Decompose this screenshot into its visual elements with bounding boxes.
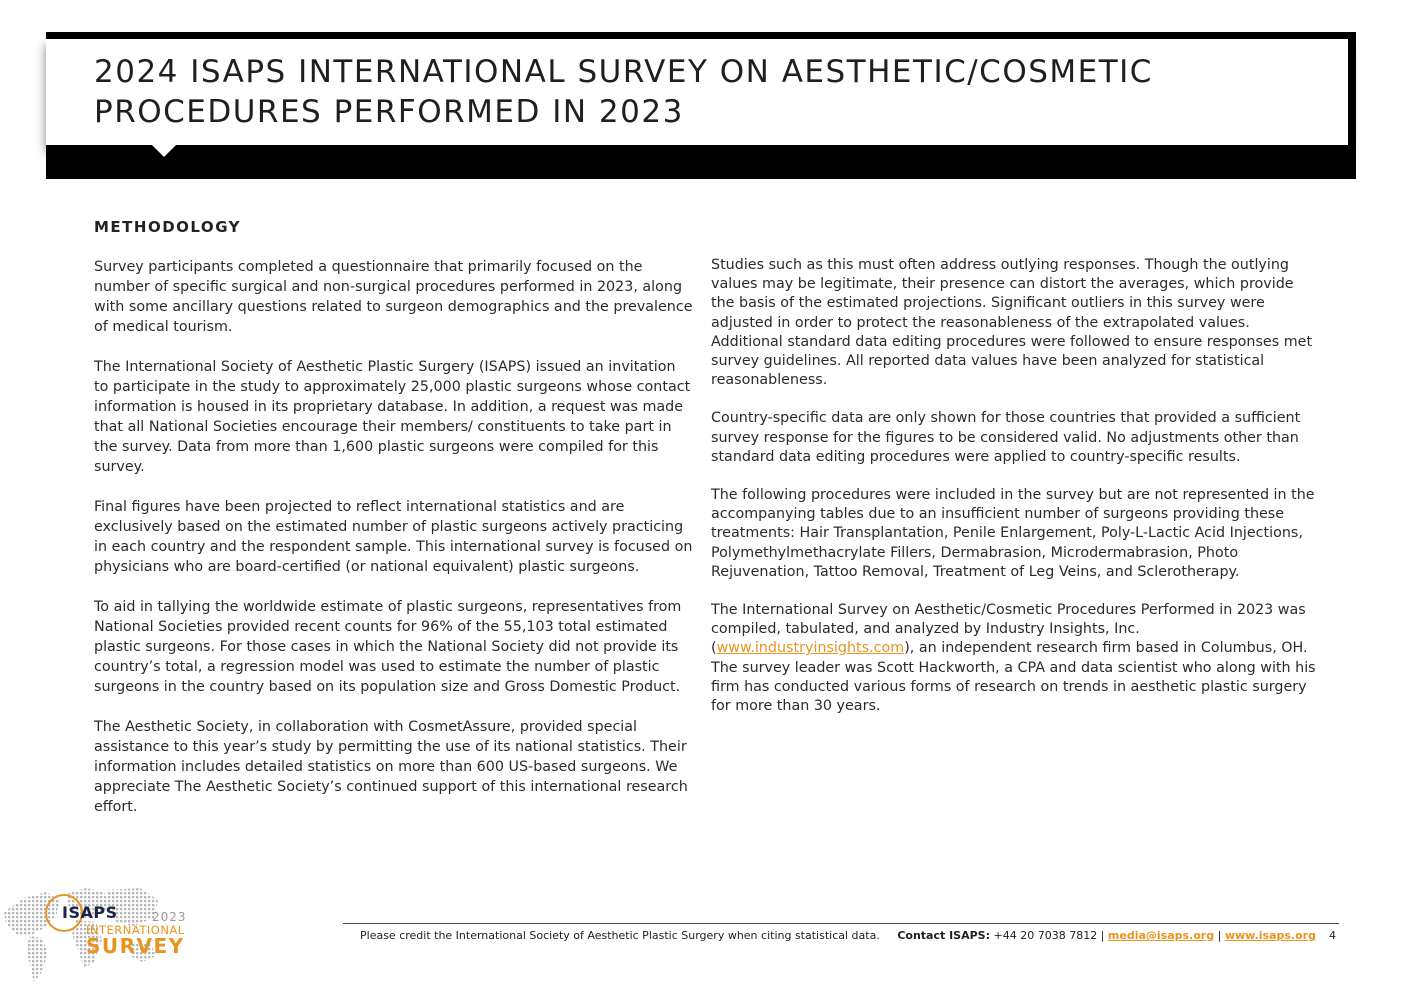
paragraph: To aid in tallying the worldwide estimate of plastic surgeons, representatives from National Societies provided recent counts for 96% of the 55,103 total estimated plastic surgeons. For those cases in which the National Society did not provide its country’s total, a regression model was used to estimate the number of plastic surgeons in the country based on its population size and Gross Domestic Product. [94,599,682,695]
footer-separator: | [1217,929,1222,942]
paragraph: The following procedures were included in the survey but are not represented in the accompanying tables due to an insufficient number of surgeons providing these treatments: Hair Transplantation, Penile Enlargement, Poly-L-Lactic Acid Injections, Polymethylmethacrylate Fillers, Dermabrasion, Microdermabrasion, Photo Rejuvenation, Tattoo Removal, Treatment of Leg Veins, and Sclerotherapy. [711,487,1315,580]
paragraph: The International Society of Aesthetic Plastic Surgery (ISAPS) issued an invitation to participate in the study to approximately 25,000 plastic surgeons whose contact information is housed in its proprietary database. In addition, a request was made that all National Societies encourage their members/ constituents to take part in the survey. Data from more than 1,600 plastic surgeons were compiled for this survey. [94,359,691,475]
contact-phone: +44 20 7038 7812 | [993,929,1105,942]
email-link[interactable]: media@isaps.org [1107,929,1215,942]
website-link[interactable]: www.isaps.org [1224,929,1316,942]
credit-note: Please credit the International Society of Aesthetic Plastic Surgery when citing statistical data. [360,929,880,942]
paragraph: The Aesthetic Society, in collaboration with CosmetAssure, provided special assistance to this year’s study by permitting the use of its national statistics. Their information includes detailed statistics on more than 600 US-based surgeons. We appreciate The Aesthetic Society’s continued support of this international research effort. [94,719,688,815]
paragraph [711,601,1321,716]
paragraph: Final figures have been projected to reflect international statistics and are exclusively based on the estimated number of plastic surgeons actively practicing in each country and the respondent sample. This international survey is focused on physicians who are board-certified (or national equivalent) plastic surgeons. [94,499,693,575]
paragraph: Survey participants completed a questionnaire that primarily focused on the number of specific surgical and non-surgical procedures performed in 2023, along with some ancillary questions related to surgeon demographics and the prevalence of medical tourism. [94,259,693,335]
page-title: 2024 ISAPS INTERNATIONAL SURVEY ON AESTHETIC/COSMETIC PROCEDURES PERFORMED IN 2023 [94,54,1153,130]
logo-wordmark: ISAPS [62,903,118,922]
right-column [711,256,1321,735]
header-notch [152,145,176,157]
paragraph: Country-specific data are only shown for those countries that provided a sufficient survey response for the figures to be considered valid. No adjustments other than standard data editing procedures were applied to country-specific results. [711,410,1301,465]
paragraph: Studies such as this must often address outlying responses. Though the outlying values may be legitimate, their presence can distort the averages, which provide the basis of the estimated projections. Significant outliers in this survey were adjusted in order to protect the reasonableness of the extrapolated values. Additional standard data editing procedures were followed to ensure responses met survey guidelines. All reported data values have been analyzed for statistical reasonableness. [711,257,1313,389]
logo-international: INTERNATIONAL [86,923,185,937]
section-heading: METHODOLOGY [94,218,242,236]
left-column [94,257,694,837]
logo-year: 2023 [152,910,187,924]
isaps-survey-logo [0,876,190,992]
paragraph-text: The International Survey on Aesthetic/Cosmetic Procedures Performed in 2023 was compiled, tabulated, and analyzed by Industry Insights, Inc. ( [711,602,1306,657]
footer-divider [343,923,1339,924]
logo-survey: SURVEY [86,934,185,958]
paragraph-text: ), an independent research firm based in Columbus, OH. The survey leader was Scott Hackworth, a CPA and data scientist who along with his firm has conducted various forms of research on trends in aesthetic plastic surgery for more than 30 years. [711,640,1316,715]
contact-label: Contact ISAPS: [897,929,990,942]
footer [360,929,1340,942]
industry-insights-link[interactable]: www.industryinsights.com [716,640,905,657]
page-number: 4 [1329,929,1336,942]
